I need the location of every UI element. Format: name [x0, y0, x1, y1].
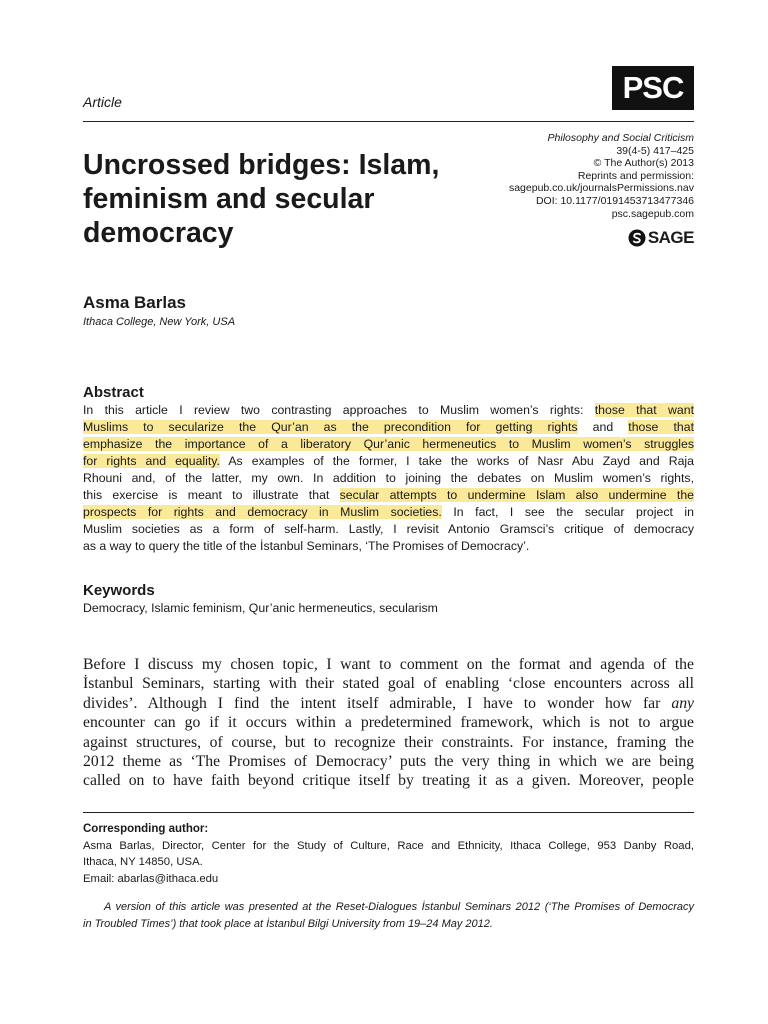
- volume-pages: 39(4-5) 417–425: [616, 144, 694, 157]
- body-line: Before I discuss my chosen topic, I want to comment on the format and agenda of the: [83, 656, 694, 673]
- abstract-line: [83, 436, 694, 453]
- permissions-link[interactable]: sagepub.co.uk/journalsPermissions.nav: [508, 182, 694, 195]
- highlighted-text: prospects for rights and democracy in Muslim societies.: [83, 505, 442, 519]
- highlighted-text: those that: [628, 420, 694, 434]
- corresponding-address: Asma Barlas, Director, Center for the Study of Culture, Race and Ethnicity, Ithaca College, 953 Danby Road,: [83, 840, 694, 852]
- publisher-name: SAGE: [647, 228, 694, 247]
- abstract-line: Rhouni and, of the latter, my own. In addition to joining the debates on Muslim women’s rights,: [83, 471, 694, 485]
- highlighted-text: for rights and equality.: [83, 454, 220, 468]
- journal-logo: PSC: [612, 66, 694, 110]
- keywords-list: Democracy, Islamic feminism, Qur’anic hermeneutics, secularism: [83, 601, 438, 615]
- body-line: encounter can go if it occurs within a predetermined framework, which is not to argue: [83, 714, 694, 732]
- body-line: against structures, of course, but to recognize their constraints. For instance, framing the: [83, 733, 694, 751]
- header-divider: [83, 121, 694, 122]
- highlighted-text: emphasize the importance of a liberatory Qur’anic hermeneutics to Muslim women’s struggles: [83, 437, 694, 451]
- abstract-line: Muslim societies as a form of self-harm. Lastly, I revisit Antonio Gramsci’s critique of democracy: [83, 522, 694, 536]
- author-name: Asma Barlas: [83, 293, 187, 312]
- article-type-label: Article: [83, 94, 122, 110]
- corresponding-email[interactable]: Email: abarlas@ithaca.edu: [83, 872, 219, 885]
- article-title: [83, 148, 483, 250]
- body-line: İstanbul Seminars, starting with their stated goal of enabling ‘close encounters across all: [83, 675, 694, 693]
- journal-name: Philosophy and Social Criticism: [547, 132, 694, 144]
- footer-divider: [83, 812, 694, 813]
- abstract-line: as a way to query the title of the İstanbul Seminars, ‘The Promises of Democracy’.: [83, 539, 530, 553]
- corresponding-address: Ithaca, NY 14850, USA.: [83, 856, 203, 869]
- publisher-logo: [628, 228, 694, 248]
- doi[interactable]: DOI: 10.1177/0191453713477346: [535, 194, 694, 207]
- corresponding-author-heading: Corresponding author:: [83, 823, 209, 835]
- abstract-line: this exercise is meant to illustrate that secular attempts to undermine Islam also undermine the: [83, 488, 694, 502]
- title-line: Uncrossed bridges: Islam,: [83, 149, 440, 181]
- highlighted-text: secular attempts to undermine Islam also undermine the: [339, 488, 694, 502]
- abstract-text: [83, 402, 694, 555]
- body-line: called on to have faith beyond critique itself by treating it as a given. Moreover, people: [83, 772, 694, 790]
- journal-site-link[interactable]: psc.sagepub.com: [611, 207, 694, 220]
- body-text: [83, 655, 694, 791]
- footnote: [83, 899, 694, 933]
- abstract-line: In this article I review two contrasting approaches to Muslim women’s rights: those that want: [83, 403, 694, 417]
- abstract-line: prospects for rights and democracy in Muslim societies. In fact, I see the secular project in: [83, 505, 694, 519]
- sage-emblem-icon: [628, 229, 646, 247]
- author-affiliation: Ithaca College, New York, USA: [83, 316, 236, 328]
- footnote-line: A version of this article was presented at the Reset-Dialogues İstanbul Seminars 2012 (‘The Promises of Democracy: [104, 901, 694, 913]
- body-line: divides’. Although I find the intent itself admirable, I have to wonder how far any: [83, 694, 694, 712]
- title-line: feminism and secular: [83, 183, 375, 215]
- abstract-heading: Abstract: [83, 384, 144, 401]
- highlighted-text: those that want: [594, 403, 694, 417]
- title-line: democracy: [83, 217, 234, 249]
- journal-metadata: [509, 132, 694, 220]
- abstract-line: for rights and equality. As examples of the former, I take the works of Nasr Abu Zayd and Raja: [83, 454, 694, 468]
- highlighted-text: Muslims to secularize the Qur’an as the precondition for getting rights: [83, 420, 578, 434]
- copyright-notice: © The Author(s) 2013: [593, 157, 694, 170]
- abstract-line: Muslims to secularize the Qur’an as the precondition for getting rights and those that: [83, 420, 694, 434]
- keywords-heading: Keywords: [83, 582, 155, 599]
- footnote-line: in Troubled Times’) that took place at İstanbul Bilgi University from 19–24 May 2012.: [83, 918, 493, 930]
- body-line: 2012 theme as ‘The Promises of Democracy’ puts the very thing in which we are being: [83, 753, 694, 771]
- reprints-label: Reprints and permission:: [577, 169, 694, 182]
- emphasis: any: [671, 694, 694, 712]
- corresponding-author-details: [83, 838, 694, 887]
